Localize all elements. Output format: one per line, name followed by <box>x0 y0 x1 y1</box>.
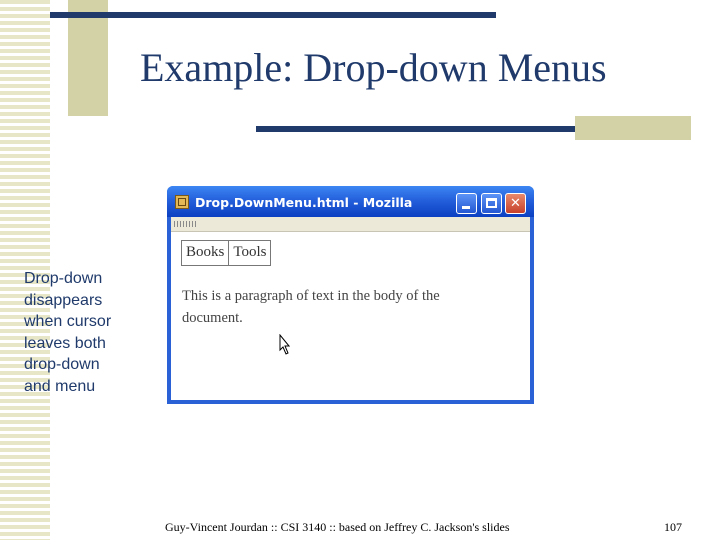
side-note-line: and menu <box>24 377 96 395</box>
page-number: 107 <box>664 520 682 534</box>
side-note-line: disappears <box>24 291 103 309</box>
minimize-icon[interactable] <box>456 193 477 214</box>
menu-item-books[interactable]: Books <box>186 244 225 260</box>
browser-window <box>167 186 534 404</box>
body-paragraph: This is a paragraph of text in the body of the document. <box>182 288 440 326</box>
app-icon[interactable] <box>175 195 189 209</box>
slide-footer: Guy-Vincent Jourdan :: CSI 3140 :: based on Jeffrey C. Jackson's slides <box>165 520 510 534</box>
side-note-line: drop-down <box>24 356 100 374</box>
arrow-cursor-icon <box>278 334 290 356</box>
side-note <box>24 268 144 398</box>
accent-block-right <box>575 116 691 140</box>
side-note-line: Drop-down <box>24 270 103 287</box>
maximize-icon[interactable] <box>481 193 502 214</box>
window-titlebar[interactable] <box>167 186 534 217</box>
page-content <box>171 232 530 400</box>
menu-bar <box>181 240 271 266</box>
title-rule-top <box>50 12 496 18</box>
toolbar-grip-icon[interactable] <box>174 221 196 227</box>
close-icon[interactable] <box>505 193 526 214</box>
side-note-line: when cursor <box>24 313 112 331</box>
menu-item-tools[interactable]: Tools <box>228 241 270 265</box>
toolbar-strip <box>171 217 530 232</box>
side-note-line: leaves both <box>24 334 106 352</box>
window-title: Drop.DownMenu.html - Mozilla <box>195 195 413 210</box>
slide-title: Example: Drop-down Menus <box>140 45 607 90</box>
